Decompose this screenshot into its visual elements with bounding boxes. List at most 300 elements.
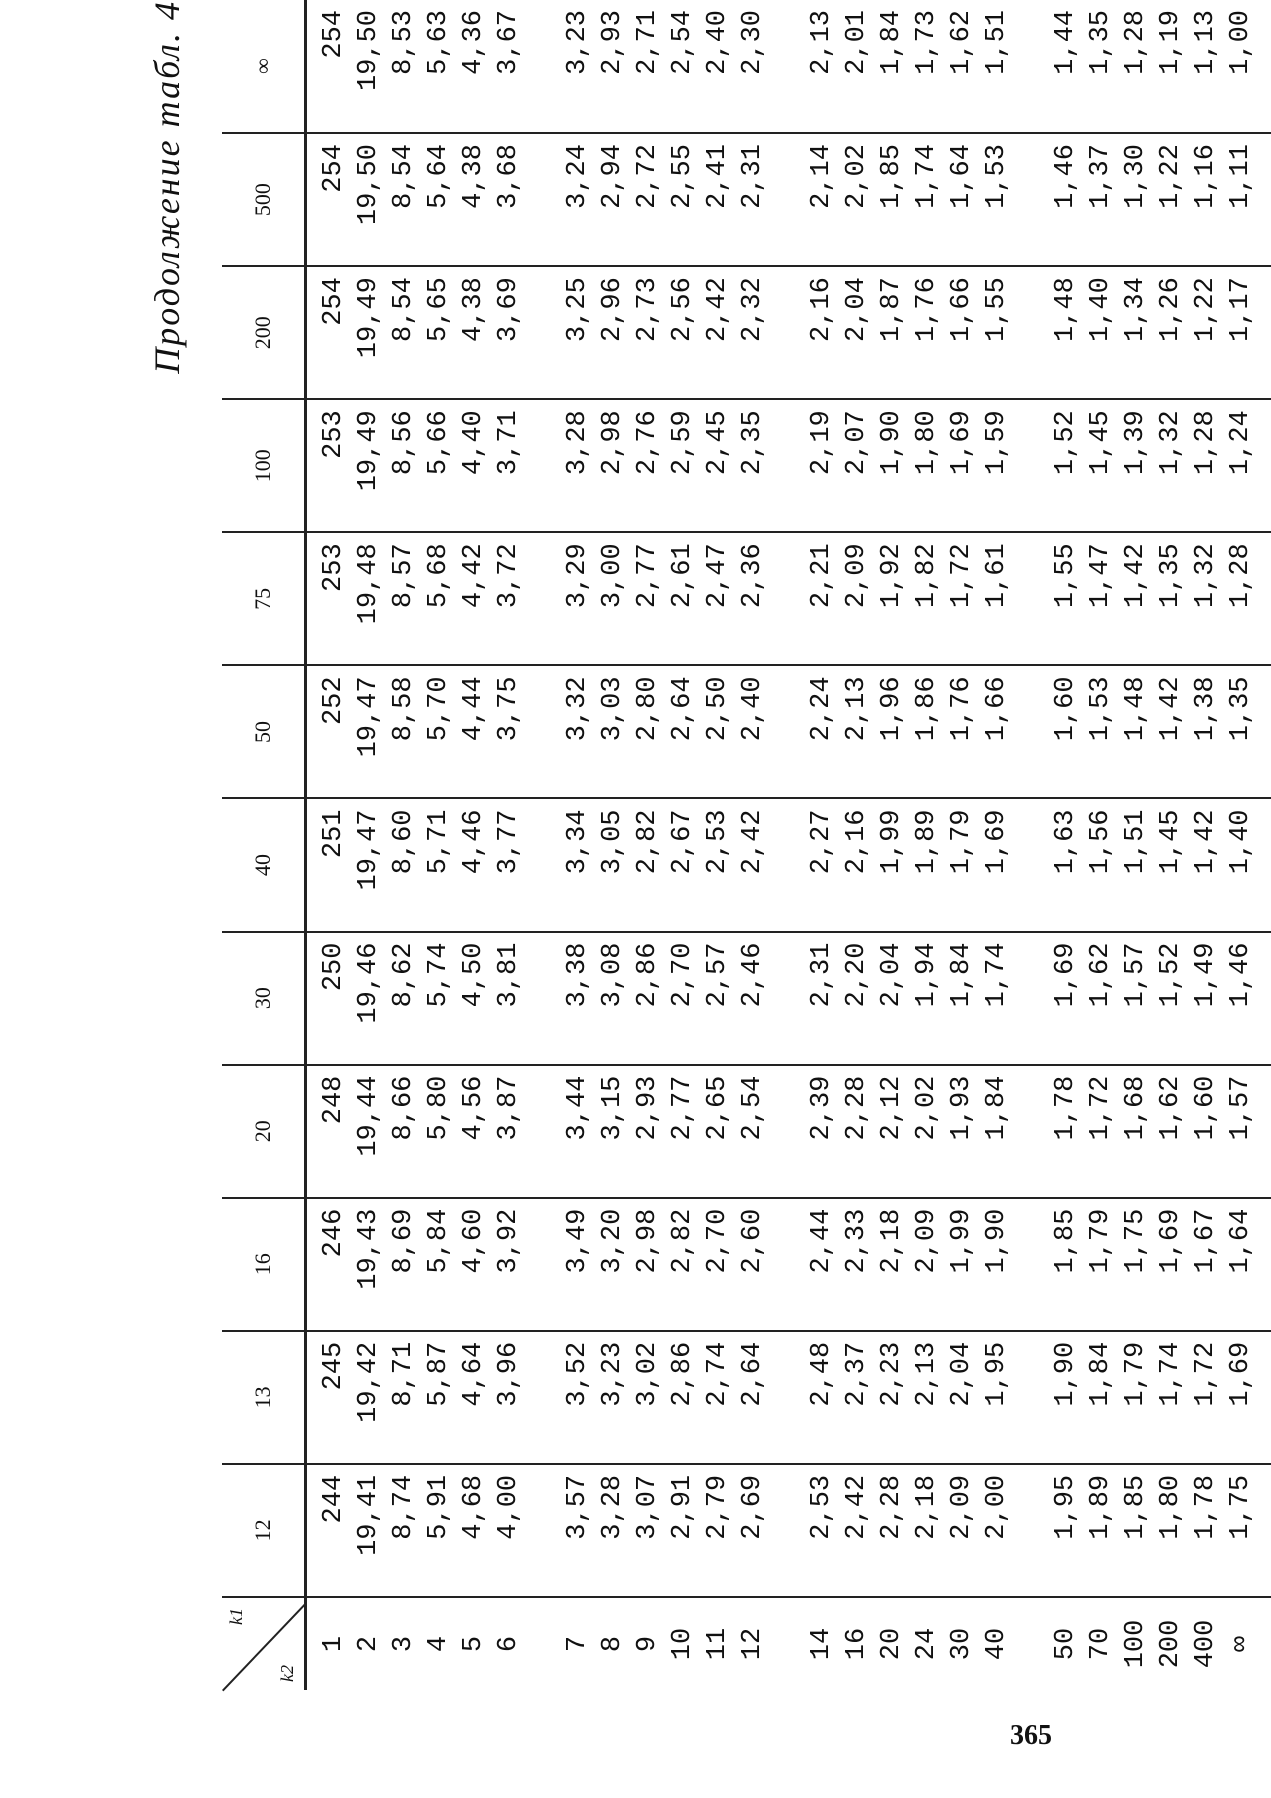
table-cell: 2,00 bbox=[980, 1464, 1027, 1597]
table-cell: 2,55 bbox=[666, 133, 701, 266]
table-cell: 2,02 bbox=[840, 133, 875, 266]
table-cell: 1,93 bbox=[945, 1065, 980, 1198]
table-cell: 1,79 bbox=[1084, 1198, 1119, 1331]
table-cell: 1,62 bbox=[945, 0, 980, 133]
table-cell: 1,95 bbox=[1027, 1464, 1084, 1597]
table-cell: 1,64 bbox=[945, 133, 980, 266]
table-cell: 1,99 bbox=[945, 1198, 980, 1331]
table-cell: 2,37 bbox=[840, 1331, 875, 1464]
table-cell: 1,99 bbox=[875, 798, 910, 931]
table-cell: 2,82 bbox=[666, 1198, 701, 1331]
table-cell: 1,59 bbox=[980, 399, 1027, 532]
table-row bbox=[701, 0, 736, 1690]
table-cell: 4,44 bbox=[457, 665, 492, 798]
table-cell: 2,64 bbox=[736, 1331, 783, 1464]
table-cell: 254 bbox=[306, 0, 353, 133]
table-cell: 251 bbox=[306, 798, 353, 931]
table-cell: 1,45 bbox=[1084, 399, 1119, 532]
table-cell: 3,44 bbox=[539, 1065, 596, 1198]
table-cell: 2,54 bbox=[736, 1065, 783, 1198]
table-cell: 1,75 bbox=[1119, 1198, 1154, 1331]
table-cell: 1,28 bbox=[1189, 399, 1224, 532]
table-cell: 1,92 bbox=[875, 532, 910, 665]
table-row bbox=[631, 0, 666, 1690]
table-cell: 1,46 bbox=[1027, 133, 1084, 266]
table-cell: 1,69 bbox=[1027, 932, 1084, 1065]
table-cell: 1,45 bbox=[1154, 798, 1189, 931]
table-cell: 1,42 bbox=[1154, 665, 1189, 798]
table-row bbox=[492, 0, 539, 1690]
table-cell: 2,93 bbox=[631, 1065, 666, 1198]
table-row bbox=[1224, 0, 1271, 1690]
table-cell: 1,34 bbox=[1119, 266, 1154, 399]
table-cell: 3,49 bbox=[539, 1198, 596, 1331]
table-cell: 1,87 bbox=[875, 266, 910, 399]
table-cell: 1,53 bbox=[1084, 665, 1119, 798]
table-cell: 1,32 bbox=[1154, 399, 1189, 532]
table-cell: 2,18 bbox=[910, 1464, 945, 1597]
table-cell: 254 bbox=[306, 133, 353, 266]
table-cell: 3,92 bbox=[492, 1198, 539, 1331]
table-cell: 5,68 bbox=[422, 532, 457, 665]
table-cell: 244 bbox=[306, 1464, 353, 1597]
table-cell: 1,84 bbox=[945, 932, 980, 1065]
table-row bbox=[422, 0, 457, 1690]
table-cell: 1,22 bbox=[1189, 266, 1224, 399]
row-header-k2: 1 bbox=[319, 1635, 349, 1653]
table-row bbox=[1027, 0, 1084, 1690]
table-cell: 2,57 bbox=[701, 932, 736, 1065]
table-cell: 2,31 bbox=[783, 932, 840, 1065]
table-row bbox=[666, 0, 701, 1690]
table-row bbox=[1084, 0, 1119, 1690]
table-cell: 2,35 bbox=[736, 399, 783, 532]
table-cell: 1,51 bbox=[1119, 798, 1154, 931]
table-row bbox=[387, 0, 422, 1690]
table-cell: 2,42 bbox=[840, 1464, 875, 1597]
table-cell: 1,74 bbox=[1154, 1331, 1189, 1464]
row-header-k2: 100 bbox=[1121, 1619, 1151, 1669]
column-header-k1: 13 bbox=[222, 1331, 306, 1464]
table-cell: 1,13 bbox=[1189, 0, 1224, 133]
table-cell: 2,72 bbox=[631, 133, 666, 266]
column-header-k1: 20 bbox=[222, 1065, 306, 1198]
table-cell: 2,28 bbox=[840, 1065, 875, 1198]
table-cell: 4,56 bbox=[457, 1065, 492, 1198]
table-cell: 4,68 bbox=[457, 1464, 492, 1597]
table-cell: 3,75 bbox=[492, 665, 539, 798]
table-cell: 2,53 bbox=[783, 1464, 840, 1597]
table-cell: 1,72 bbox=[1189, 1331, 1224, 1464]
table-cell: 4,50 bbox=[457, 932, 492, 1065]
row-header-k2: 16 bbox=[842, 1627, 872, 1661]
table-cell: 2,13 bbox=[910, 1331, 945, 1464]
table-cell: 1,94 bbox=[910, 932, 945, 1065]
table-cell: 1,84 bbox=[980, 1065, 1027, 1198]
table-cell: 1,28 bbox=[1224, 532, 1271, 665]
table-cell: 5,65 bbox=[422, 266, 457, 399]
table-cell: 4,46 bbox=[457, 798, 492, 931]
table-cell: 1,90 bbox=[1027, 1331, 1084, 1464]
table-cell: 1,00 bbox=[1224, 0, 1271, 133]
k1-label: k1 bbox=[226, 1607, 246, 1625]
table-cell: 1,78 bbox=[1027, 1065, 1084, 1198]
table-cell: 1,90 bbox=[980, 1198, 1027, 1331]
table-cell: 2,73 bbox=[631, 266, 666, 399]
row-header-k2: ∞ bbox=[1226, 1635, 1256, 1653]
table-cell: 8,56 bbox=[387, 399, 422, 532]
table-cell: 5,71 bbox=[422, 798, 457, 931]
table-cell: 2,13 bbox=[783, 0, 840, 133]
table-cell: 2,09 bbox=[840, 532, 875, 665]
table-cell: 1,40 bbox=[1084, 266, 1119, 399]
table-cell: 2,77 bbox=[666, 1065, 701, 1198]
table-cell: 3,23 bbox=[539, 0, 596, 133]
table-cell: 2,67 bbox=[666, 798, 701, 931]
row-header-k2: 14 bbox=[807, 1627, 837, 1661]
row-header-k2: 400 bbox=[1191, 1619, 1221, 1669]
table-cell: 2,69 bbox=[736, 1464, 783, 1597]
table-cell: 2,86 bbox=[666, 1331, 701, 1464]
table-cell: 19,47 bbox=[352, 665, 387, 798]
table-cell: 19,44 bbox=[352, 1065, 387, 1198]
table-cell: 3,00 bbox=[596, 532, 631, 665]
table-cell: 1,72 bbox=[945, 532, 980, 665]
table-row bbox=[980, 0, 1027, 1690]
table-cell: 5,87 bbox=[422, 1331, 457, 1464]
table-cell: 3,68 bbox=[492, 133, 539, 266]
table-cell: 2,33 bbox=[840, 1198, 875, 1331]
table-cell: 2,16 bbox=[783, 266, 840, 399]
table-cell: 2,12 bbox=[875, 1065, 910, 1198]
table-cell: 3,29 bbox=[539, 532, 596, 665]
table-cell: 2,98 bbox=[596, 399, 631, 532]
table-cell: 2,60 bbox=[736, 1198, 783, 1331]
table-cell: 2,94 bbox=[596, 133, 631, 266]
column-header-k1: 12 bbox=[222, 1464, 306, 1597]
table-cell: 1,48 bbox=[1027, 266, 1084, 399]
table-cell: 3,67 bbox=[492, 0, 539, 133]
table-cell: 3,20 bbox=[596, 1198, 631, 1331]
table-cell: 1,72 bbox=[1084, 1065, 1119, 1198]
table-row bbox=[945, 0, 980, 1690]
table-cell: 19,49 bbox=[352, 266, 387, 399]
column-header-k1: 100 bbox=[222, 399, 306, 532]
table-cell: 1,30 bbox=[1119, 133, 1154, 266]
table-cell: 1,56 bbox=[1084, 798, 1119, 931]
table-cell: 1,84 bbox=[875, 0, 910, 133]
table-cell: 2,32 bbox=[736, 266, 783, 399]
table-cell: 2,18 bbox=[875, 1198, 910, 1331]
table-cell: 3,71 bbox=[492, 399, 539, 532]
table-cell: 1,19 bbox=[1154, 0, 1189, 133]
table-cell: 1,42 bbox=[1189, 798, 1224, 931]
table-cell: 1,82 bbox=[910, 532, 945, 665]
table-cell: 1,85 bbox=[875, 133, 910, 266]
table-cell: 3,96 bbox=[492, 1331, 539, 1464]
table-cell: 2,31 bbox=[736, 133, 783, 266]
table-cell: 8,62 bbox=[387, 932, 422, 1065]
table-cell: 1,63 bbox=[1027, 798, 1084, 931]
table-cell: 2,04 bbox=[840, 266, 875, 399]
table-cell: 1,62 bbox=[1154, 1065, 1189, 1198]
table-cell: 2,96 bbox=[596, 266, 631, 399]
table-cell: 19,50 bbox=[352, 133, 387, 266]
table-cell: 2,91 bbox=[666, 1464, 701, 1597]
table-cell: 3,07 bbox=[631, 1464, 666, 1597]
table-row bbox=[1154, 0, 1189, 1690]
table-cell: 2,40 bbox=[736, 665, 783, 798]
table-cell: 252 bbox=[306, 665, 353, 798]
table-cell: 3,15 bbox=[596, 1065, 631, 1198]
table-cell: 1,60 bbox=[1027, 665, 1084, 798]
column-header-k1: 75 bbox=[222, 532, 306, 665]
table-cell: 2,01 bbox=[840, 0, 875, 133]
table-cell: 1,57 bbox=[1224, 1065, 1271, 1198]
table-cell: 1,61 bbox=[980, 532, 1027, 665]
table-cell: 8,69 bbox=[387, 1198, 422, 1331]
table-cell: 3,23 bbox=[596, 1331, 631, 1464]
table-cell: 2,77 bbox=[631, 532, 666, 665]
row-header-k2: 200 bbox=[1156, 1619, 1186, 1669]
table-caption: Продолжение табл. 4 bbox=[147, 0, 187, 374]
table-cell: 1,55 bbox=[1027, 532, 1084, 665]
table-cell: 1,37 bbox=[1084, 133, 1119, 266]
table-cell: 1,35 bbox=[1224, 665, 1271, 798]
table-cell: 3,52 bbox=[539, 1331, 596, 1464]
table-cell: 8,58 bbox=[387, 665, 422, 798]
table-cell: 3,69 bbox=[492, 266, 539, 399]
table-cell: 5,80 bbox=[422, 1065, 457, 1198]
table-cell: 3,28 bbox=[539, 399, 596, 532]
table-cell: 4,38 bbox=[457, 133, 492, 266]
table-cell: 3,38 bbox=[539, 932, 596, 1065]
table-cell: 3,28 bbox=[596, 1464, 631, 1597]
table-cell: 19,48 bbox=[352, 532, 387, 665]
table-cell: 8,57 bbox=[387, 532, 422, 665]
table-cell: 1,64 bbox=[1224, 1198, 1271, 1331]
table-cell: 2,39 bbox=[783, 1065, 840, 1198]
table-cell: 5,70 bbox=[422, 665, 457, 798]
column-header-k1: 30 bbox=[222, 932, 306, 1065]
table-cell: 1,90 bbox=[875, 399, 910, 532]
table-cell: 1,11 bbox=[1224, 133, 1271, 266]
table-cell: 2,09 bbox=[910, 1198, 945, 1331]
table-cell: 1,79 bbox=[1119, 1331, 1154, 1464]
table-cell: 246 bbox=[306, 1198, 353, 1331]
row-header-k2: 24 bbox=[912, 1627, 942, 1661]
table-cell: 19,49 bbox=[352, 399, 387, 532]
table-cell: 2,98 bbox=[631, 1198, 666, 1331]
row-header-k2: 5 bbox=[459, 1635, 489, 1653]
table-cell: 1,26 bbox=[1154, 266, 1189, 399]
table-cell: 5,66 bbox=[422, 399, 457, 532]
table-row bbox=[306, 0, 353, 1690]
table-cell: 1,35 bbox=[1154, 532, 1189, 665]
table-cell: 1,95 bbox=[980, 1331, 1027, 1464]
table-cell: 1,78 bbox=[1189, 1464, 1224, 1597]
table-cell: 2,47 bbox=[701, 532, 736, 665]
table-cell: 2,65 bbox=[701, 1065, 736, 1198]
table-row bbox=[457, 0, 492, 1690]
table-cell: 5,63 bbox=[422, 0, 457, 133]
table-cell: 3,32 bbox=[539, 665, 596, 798]
table-cell: 2,56 bbox=[666, 266, 701, 399]
row-header-k2: 30 bbox=[947, 1627, 977, 1661]
table-cell: 4,36 bbox=[457, 0, 492, 133]
table-cell: 1,96 bbox=[875, 665, 910, 798]
column-header-k1: ∞ bbox=[222, 0, 306, 133]
table-cell: 2,41 bbox=[701, 133, 736, 266]
table-cell: 1,49 bbox=[1189, 932, 1224, 1065]
table-cell: 2,45 bbox=[701, 399, 736, 532]
table-cell: 2,93 bbox=[596, 0, 631, 133]
table-cell: 19,46 bbox=[352, 932, 387, 1065]
table-cell: 2,36 bbox=[736, 532, 783, 665]
row-header-k2: 12 bbox=[738, 1627, 768, 1661]
table-cell: 2,61 bbox=[666, 532, 701, 665]
table-cell: 1,69 bbox=[980, 798, 1027, 931]
table-cell: 2,70 bbox=[701, 1198, 736, 1331]
table-cell: 1,80 bbox=[1154, 1464, 1189, 1597]
table-cell: 19,43 bbox=[352, 1198, 387, 1331]
table-cell: 2,02 bbox=[910, 1065, 945, 1198]
table-cell: 1,57 bbox=[1119, 932, 1154, 1065]
table-cell: 19,50 bbox=[352, 0, 387, 133]
table-cell: 4,60 bbox=[457, 1198, 492, 1331]
table-cell: 1,75 bbox=[1224, 1464, 1271, 1597]
table-cell: 1,69 bbox=[945, 399, 980, 532]
table-cell: 1,85 bbox=[1027, 1198, 1084, 1331]
table-cell: 1,44 bbox=[1027, 0, 1084, 133]
table-cell: 8,71 bbox=[387, 1331, 422, 1464]
row-header-k2: 8 bbox=[598, 1635, 628, 1653]
table-row bbox=[352, 0, 387, 1690]
table-cell: 2,21 bbox=[783, 532, 840, 665]
table-cell: 1,89 bbox=[910, 798, 945, 931]
table-cell: 2,54 bbox=[666, 0, 701, 133]
table-cell: 3,02 bbox=[631, 1331, 666, 1464]
table-body bbox=[306, 0, 1271, 1690]
row-header-k2: 3 bbox=[389, 1635, 419, 1653]
table-cell: 1,67 bbox=[1189, 1198, 1224, 1331]
table-cell: 2,16 bbox=[840, 798, 875, 931]
table-cell: 2,24 bbox=[783, 665, 840, 798]
rotated-table-block bbox=[140, 0, 1256, 1690]
table-row bbox=[840, 0, 875, 1690]
table-cell: 1,74 bbox=[980, 932, 1027, 1065]
table-cell: 2,74 bbox=[701, 1331, 736, 1464]
table-cell: 1,74 bbox=[910, 133, 945, 266]
table-cell: 5,64 bbox=[422, 133, 457, 266]
table-cell: 1,16 bbox=[1189, 133, 1224, 266]
table-cell: 1,40 bbox=[1224, 798, 1271, 931]
row-header-k2: 40 bbox=[982, 1627, 1012, 1661]
table-cell: 3,87 bbox=[492, 1065, 539, 1198]
table-cell: 3,72 bbox=[492, 532, 539, 665]
table-cell: 253 bbox=[306, 532, 353, 665]
table-cell: 1,53 bbox=[980, 133, 1027, 266]
table-cell: 248 bbox=[306, 1065, 353, 1198]
table-cell: 1,84 bbox=[1084, 1331, 1119, 1464]
table-cell: 1,35 bbox=[1084, 0, 1119, 133]
table-cell: 2,71 bbox=[631, 0, 666, 133]
table-cell: 2,80 bbox=[631, 665, 666, 798]
table-cell: 253 bbox=[306, 399, 353, 532]
table-cell: 1,69 bbox=[1154, 1198, 1189, 1331]
table-cell: 8,53 bbox=[387, 0, 422, 133]
table-cell: 2,30 bbox=[736, 0, 783, 133]
table-cell: 1,73 bbox=[910, 0, 945, 133]
table-cell: 1,76 bbox=[910, 266, 945, 399]
table-cell: 8,60 bbox=[387, 798, 422, 931]
row-header-k2: 7 bbox=[563, 1635, 593, 1653]
table-cell: 8,66 bbox=[387, 1065, 422, 1198]
column-header-k1: 40 bbox=[222, 798, 306, 931]
table-cell: 245 bbox=[306, 1331, 353, 1464]
header-row bbox=[222, 0, 306, 1690]
table-cell: 8,54 bbox=[387, 266, 422, 399]
table-cell: 2,40 bbox=[701, 0, 736, 133]
table-cell: 2,13 bbox=[840, 665, 875, 798]
table-cell: 3,77 bbox=[492, 798, 539, 931]
table-cell: 2,50 bbox=[701, 665, 736, 798]
table-cell: 2,46 bbox=[736, 932, 783, 1065]
column-header-k1: 16 bbox=[222, 1198, 306, 1331]
table-cell: 1,80 bbox=[910, 399, 945, 532]
table-cell: 2,09 bbox=[945, 1464, 980, 1597]
table-cell: 2,04 bbox=[945, 1331, 980, 1464]
table-cell: 1,39 bbox=[1119, 399, 1154, 532]
table-cell: 3,34 bbox=[539, 798, 596, 931]
table-cell: 1,89 bbox=[1084, 1464, 1119, 1597]
table-cell: 4,40 bbox=[457, 399, 492, 532]
table-cell: 1,22 bbox=[1154, 133, 1189, 266]
table-cell: 1,60 bbox=[1189, 1065, 1224, 1198]
table-cell: 1,28 bbox=[1119, 0, 1154, 133]
table-cell: 1,55 bbox=[980, 266, 1027, 399]
table-cell: 2,70 bbox=[666, 932, 701, 1065]
table-cell: 3,81 bbox=[492, 932, 539, 1065]
table-cell: 1,17 bbox=[1224, 266, 1271, 399]
table-cell: 4,64 bbox=[457, 1331, 492, 1464]
table-cell: 3,05 bbox=[596, 798, 631, 931]
table-cell: 4,38 bbox=[457, 266, 492, 399]
table-cell: 3,08 bbox=[596, 932, 631, 1065]
table-cell: 2,86 bbox=[631, 932, 666, 1065]
table-cell: 1,66 bbox=[945, 266, 980, 399]
table-cell: 5,91 bbox=[422, 1464, 457, 1597]
row-header-k2: 10 bbox=[668, 1627, 698, 1661]
table-row bbox=[596, 0, 631, 1690]
table-row bbox=[875, 0, 910, 1690]
table-cell: 2,19 bbox=[783, 399, 840, 532]
table-cell: 1,38 bbox=[1189, 665, 1224, 798]
corner-cell bbox=[222, 1597, 306, 1690]
table-row bbox=[1119, 0, 1154, 1690]
table-row bbox=[1189, 0, 1224, 1690]
table-cell: 2,59 bbox=[666, 399, 701, 532]
table-cell: 1,52 bbox=[1154, 932, 1189, 1065]
table-cell: 1,76 bbox=[945, 665, 980, 798]
table-cell: 254 bbox=[306, 266, 353, 399]
table-cell: 5,74 bbox=[422, 932, 457, 1065]
table-cell: 2,07 bbox=[840, 399, 875, 532]
row-header-k2: 20 bbox=[877, 1627, 907, 1661]
table-cell: 2,23 bbox=[875, 1331, 910, 1464]
table-cell: 2,48 bbox=[783, 1331, 840, 1464]
table-cell: 2,20 bbox=[840, 932, 875, 1065]
